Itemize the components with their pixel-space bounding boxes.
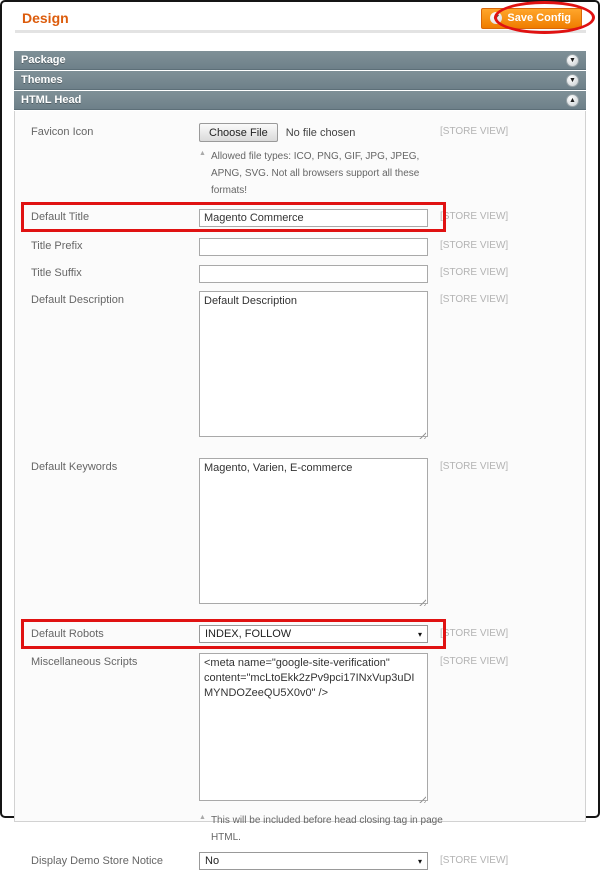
field-note: ▲ This will be included before head closing tag in page HTML.: [199, 812, 451, 846]
default-keywords-textarea[interactable]: [199, 458, 428, 604]
dropdown-arrow-icon: [418, 630, 422, 639]
field-label: Miscellaneous Scripts: [31, 656, 138, 668]
note-triangle-icon: [199, 812, 206, 846]
collapse-toggle-button[interactable]: [566, 94, 579, 107]
scope-label: [STORE VIEW]: [440, 240, 509, 251]
field-label: Default Keywords: [31, 461, 118, 473]
title-divider: [15, 30, 586, 33]
save-config-label: Save Config: [507, 12, 571, 24]
field-note: ▲ Allowed file types: ICO, PNG, GIF, JPG, JPEG, APNG, SVG. Not all browsers support all these formats!: [199, 148, 451, 199]
field-label: Default Description: [31, 294, 124, 306]
page-header: [2, 2, 598, 38]
field-label: Title Suffix: [31, 267, 82, 279]
misc-scripts-textarea[interactable]: [199, 653, 428, 801]
field-row-default-keywords: [31, 458, 569, 609]
field-row-title-prefix: [31, 237, 569, 256]
default-robots-select[interactable]: [199, 625, 428, 643]
field-label: Display Demo Store Notice: [31, 855, 164, 867]
field-label: Default Robots: [31, 628, 104, 640]
section-label: Package: [21, 54, 66, 66]
page-title: Design: [22, 10, 69, 26]
expand-toggle-button[interactable]: [566, 74, 579, 87]
field-row-misc-scripts: [31, 653, 569, 846]
chevron-down-icon: [569, 77, 576, 84]
field-row-default-robots: [31, 625, 569, 643]
field-row-title-suffix: [31, 264, 569, 283]
scope-label: [STORE VIEW]: [440, 461, 509, 472]
scope-label: [STORE VIEW]: [440, 211, 509, 222]
field-row-favicon: [31, 123, 569, 199]
scope-label: [STORE VIEW]: [440, 656, 509, 667]
config-accordion: [14, 51, 586, 110]
chevron-down-icon: [569, 57, 576, 64]
section-header-package[interactable]: [14, 51, 586, 70]
scope-label: [STORE VIEW]: [440, 126, 509, 137]
title-suffix-input[interactable]: [199, 265, 428, 283]
scope-label: [STORE VIEW]: [440, 267, 509, 278]
field-label: Title Prefix: [31, 240, 83, 252]
section-header-html-head[interactable]: [14, 91, 586, 110]
section-header-themes[interactable]: [14, 71, 586, 90]
choose-file-button[interactable]: Choose File: [199, 123, 278, 142]
selected-option: INDEX, FOLLOW: [205, 628, 292, 640]
demo-store-notice-select[interactable]: [199, 852, 428, 870]
field-row-default-title: [31, 208, 569, 227]
html-head-panel: [14, 111, 586, 867]
selected-option: No: [205, 855, 220, 867]
field-label: Default Title: [31, 211, 90, 223]
field-row-demo-store-notice: [31, 852, 569, 870]
section-label: HTML Head: [21, 94, 82, 106]
default-title-input[interactable]: [199, 209, 428, 227]
title-prefix-input[interactable]: [199, 238, 428, 256]
chevron-up-icon: [569, 97, 576, 104]
expand-toggle-button[interactable]: [566, 54, 579, 67]
note-triangle-icon: [199, 148, 206, 199]
file-chosen-status: No file chosen: [285, 126, 356, 139]
default-description-textarea[interactable]: [199, 291, 428, 437]
section-label: Themes: [21, 74, 63, 86]
scope-label: [STORE VIEW]: [440, 855, 509, 866]
save-config-button[interactable]: [481, 8, 582, 29]
field-row-default-description: [31, 291, 569, 442]
scope-label: [STORE VIEW]: [440, 294, 509, 305]
scope-label: [STORE VIEW]: [440, 628, 509, 639]
dropdown-arrow-icon: [418, 857, 422, 866]
field-label: Favicon Icon: [31, 126, 94, 138]
check-icon: [490, 12, 502, 24]
